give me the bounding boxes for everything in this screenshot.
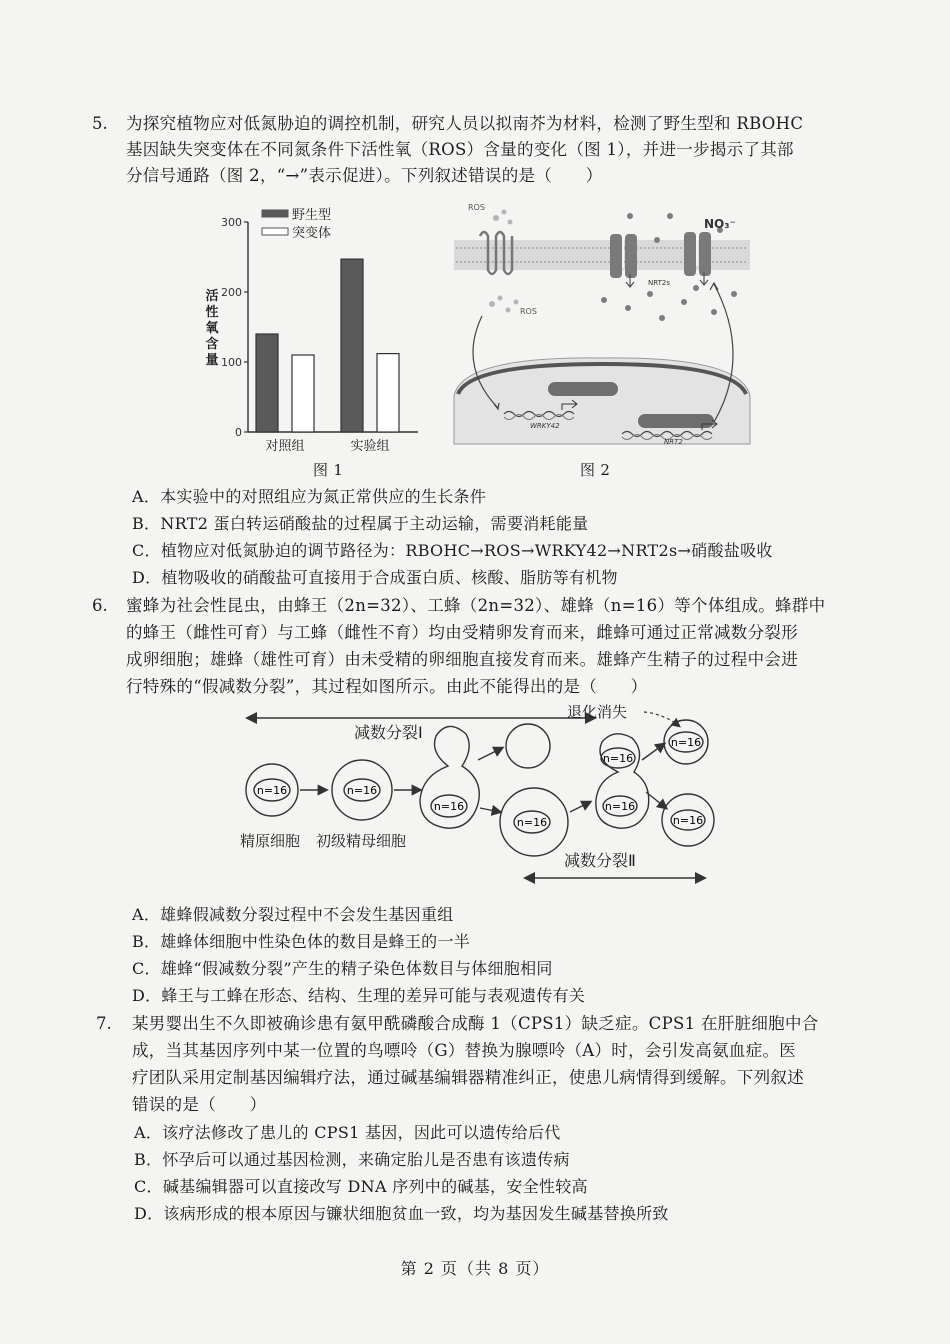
ros-label-top: ROS bbox=[468, 203, 485, 212]
q6-option-d[interactable]: D．蜂王与工蜂在形态、结构、生理的差异可能与表观遗传有关 bbox=[132, 986, 586, 1005]
x-tick-label: 对照组 bbox=[265, 439, 305, 454]
q5-stem-line-3: 分信号通路（图 2，“→”表示促进）。下列叙述错误的是（ ） bbox=[126, 166, 603, 185]
q6-option-a[interactable]: A．雄蜂假减数分裂过程中不会发生基因重组 bbox=[132, 905, 454, 924]
q5-number: 5. bbox=[92, 114, 108, 133]
legend-label: 突变体 bbox=[292, 226, 332, 241]
meiosis1-label: 减数分裂Ⅰ bbox=[354, 723, 423, 742]
no3-label: NO₃⁻ bbox=[704, 217, 736, 231]
y-axis-label-char: 量 bbox=[205, 353, 219, 368]
q6-stem-line-3: 成卵细胞；雄蜂（雄性可育）由未受精的卵细胞直接发育而来。雄蜂产生精子的过程中会进 bbox=[126, 650, 798, 669]
wrky42-protein bbox=[548, 382, 618, 396]
q7-stem-line-4: 错误的是（ ） bbox=[132, 1095, 267, 1114]
figure-2-caption: 图 2 bbox=[580, 461, 611, 479]
q7-option-a[interactable]: A．该疗法修改了患儿的 CPS1 基因，因此可以遗传给后代 bbox=[134, 1123, 561, 1142]
q7-stem-line-1: 某男婴出生不久即被确诊患有氨甲酰磷酸合成酶 1（CPS1）缺乏症。CPS1 在肝脏细胞中合 bbox=[132, 1014, 819, 1033]
y-tick-label: 0 bbox=[235, 426, 242, 439]
y-tick-label: 100 bbox=[221, 356, 242, 369]
nrt2s-transporter bbox=[610, 234, 622, 278]
q7-number: 7. bbox=[96, 1014, 112, 1033]
x-tick-label: 实验组 bbox=[350, 439, 390, 454]
q6-number: 6. bbox=[92, 596, 108, 615]
q7-stem-line-3: 疗团队采用定制基因编辑疗法，通过碱基编辑器精准纠正，使患儿病情得到缓解。下列叙述 bbox=[132, 1068, 804, 1087]
q5-option-c[interactable]: C．植物应对低氮胁迫的调节路径为：RBOHC→ROS→WRKY42→NRT2s→硝酸盐吸收 bbox=[132, 541, 773, 560]
y-tick-label: 300 bbox=[221, 216, 242, 229]
q7-stem-line-2: 成，当其基因序列中某一位置的鸟嘌呤（G）替换为腺嘌呤（A）时，会引发高氨血症。医 bbox=[132, 1041, 797, 1060]
q6-option-b[interactable]: B．雄蜂体细胞中性染色体的数目是蜂王的一半 bbox=[132, 932, 471, 951]
legend-swatch bbox=[262, 210, 288, 217]
q6-stem-line-1: 蜜蜂为社会性昆虫，由蜂王（2n=32）、工蜂（2n=32）、雄蜂（n=16）等个体组成。蜂群中 bbox=[126, 596, 826, 615]
n16-label: n=16 bbox=[256, 784, 288, 797]
n16-label: n=16 bbox=[602, 752, 634, 765]
meiosis2-label: 减数分裂Ⅱ bbox=[564, 851, 636, 870]
wrky42-bound-protein bbox=[638, 414, 714, 428]
q7-option-c[interactable]: C．碱基编辑器可以直接改写 DNA 序列中的碱基，安全性较高 bbox=[134, 1177, 588, 1196]
q5-stem-line-1: 为探究植物应对低氮胁迫的调控机制，研究人员以拟南芥为材料，检测了野生型和 RBOHC bbox=[126, 114, 804, 133]
ros-label-mid: ROS bbox=[520, 307, 537, 316]
n16-label: n=16 bbox=[670, 736, 702, 749]
degenerating-cell bbox=[506, 724, 550, 768]
q6-option-c[interactable]: C．雄蜂“假减数分裂”产生的精子染色体数目与体细胞相同 bbox=[132, 959, 553, 978]
q6-stem-line-2: 的蜂王（雌性可育）与工蜂（雌性不育）均由受精卵发育而来，雌蜂可通过正常减数分裂形 bbox=[126, 623, 798, 642]
q7-option-d[interactable]: D．该病形成的根本原因与镰状细胞贫血一致，均为基因发生碱基替换所致 bbox=[134, 1204, 669, 1223]
bar-wildtype bbox=[256, 334, 278, 432]
nrt2-gene-label: NRT2 bbox=[664, 438, 683, 446]
page-footer: 第 2 页（共 8 页） bbox=[400, 1259, 550, 1278]
primary-spermatocyte-label: 初级精母细胞 bbox=[316, 832, 407, 850]
wrky42-gene-label: WRKY42 bbox=[530, 422, 560, 430]
bar-mutant bbox=[377, 354, 399, 432]
n16-label: n=16 bbox=[346, 784, 378, 797]
figure-2-signaling-diagram bbox=[452, 196, 752, 446]
n16-label: n=16 bbox=[433, 800, 465, 813]
y-axis-label-char: 氧 bbox=[205, 321, 219, 336]
y-axis-label-char: 含 bbox=[205, 337, 219, 352]
nrt2s-label: NRT2s bbox=[648, 279, 670, 287]
degenerate-label: 退化消失 bbox=[567, 703, 628, 721]
n16-label: n=16 bbox=[672, 814, 704, 827]
pseudo-meiosis-diagram bbox=[234, 700, 724, 890]
bar-mutant bbox=[292, 355, 314, 432]
y-axis-label-char: 活 bbox=[205, 289, 219, 304]
q5-stem-line-2: 基因缺失突变体在不同氮条件下活性氧（ROS）含量的变化（图 1），并进一步揭示了其部 bbox=[126, 140, 794, 159]
q7-option-b[interactable]: B．怀孕后可以通过基因检测，来确定胎儿是否患有该遗传病 bbox=[134, 1150, 570, 1169]
spermatogonium-label: 精原细胞 bbox=[240, 832, 301, 850]
y-axis-label-char: 性 bbox=[205, 305, 219, 320]
n16-label: n=16 bbox=[516, 816, 548, 829]
q5-option-b[interactable]: B．NRT2 蛋白转运硝酸盐的过程属于主动运输，需要消耗能量 bbox=[132, 514, 589, 533]
y-tick-label: 200 bbox=[221, 286, 242, 299]
bar-wildtype bbox=[341, 259, 363, 432]
n16-label: n=16 bbox=[604, 800, 636, 813]
q6-stem-line-4: 行特殊的“假减数分裂”，其过程如图所示。由此不能得出的是（ ） bbox=[126, 677, 648, 696]
figure-1-caption: 图 1 bbox=[313, 461, 344, 479]
figure-1-bar-chart bbox=[190, 200, 430, 460]
q5-option-d[interactable]: D．植物吸收的硝酸盐可直接用于合成蛋白质、核酸、脂肪等有机物 bbox=[132, 568, 618, 587]
q5-option-a[interactable]: A．本实验中的对照组应为氮正常供应的生长条件 bbox=[132, 487, 487, 506]
nrt2s-transporter bbox=[684, 232, 696, 276]
legend-swatch bbox=[262, 228, 288, 235]
legend-label: 野生型 bbox=[292, 208, 332, 223]
